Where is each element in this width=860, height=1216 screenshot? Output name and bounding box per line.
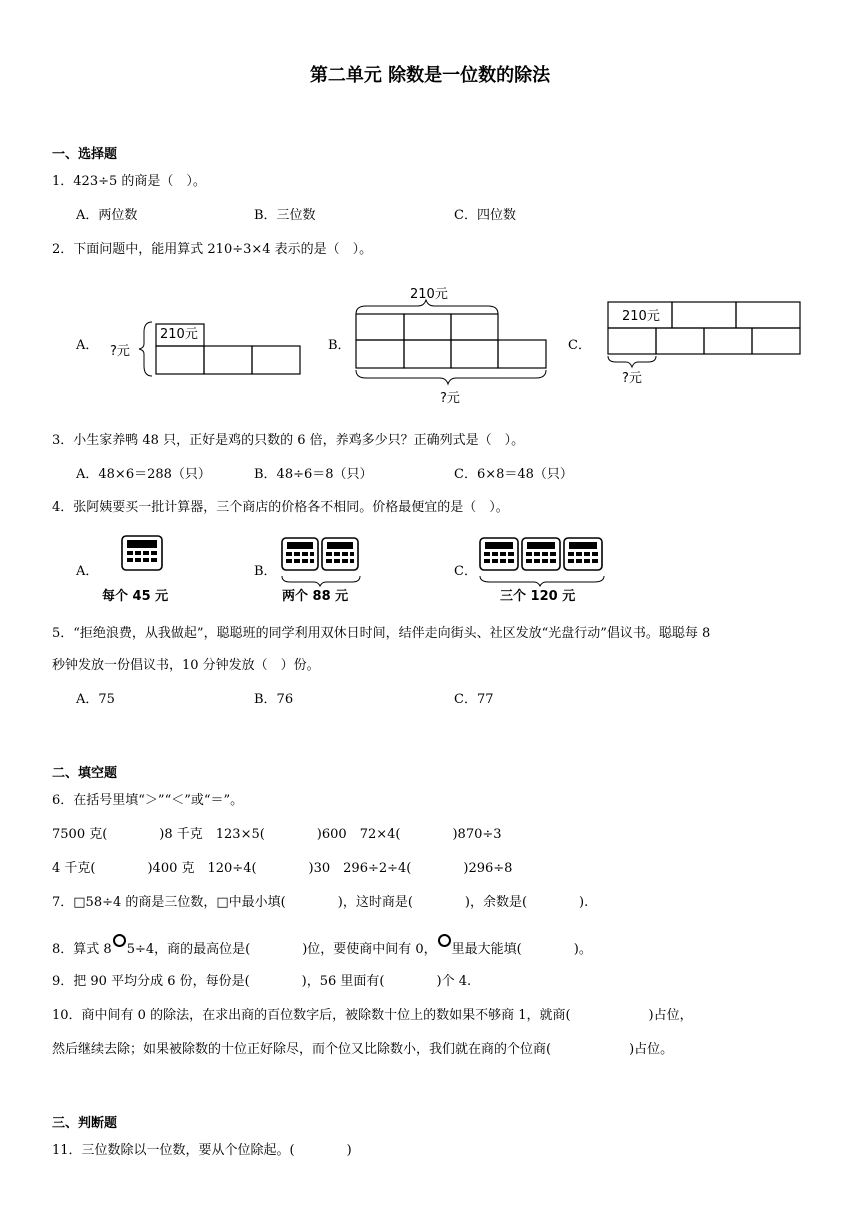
page-title: 第二单元 除数是一位数的除法 [309,65,551,86]
q6-stem: 6．在括号里填“＞”“＜”或“＝”。 [52,793,244,808]
q2-figure-c-top-label: 210元 [622,309,660,324]
q8-part2: 5÷4，商的最高位是( )位，要使商中间有 0， [126,942,437,957]
q3-stem: 3．小生家养鸭 48 只，正好是鸡的只数的 6 倍，养鸡多少只？正确列式是（ ）。 [52,433,525,448]
q7-text: 7．□58÷4 的商是三位数，□中最小填( )，这时商是( )，余数是( ). [52,895,589,910]
q2-figure-c [604,298,804,390]
section-heading-fill: 二、填空题 [52,766,118,781]
q2-figure-b-bottom-label: ?元 [440,391,460,406]
calculator-icon-group-c [476,532,610,606]
q8-part1: 8．算式 8 [52,942,112,957]
section-heading-judge: 三、判断题 [52,1116,118,1131]
q8-part3: 里最大能填( )。 [451,942,592,957]
q3-option-c: C．6×8＝48（只） [454,467,573,482]
section-heading-choice: 一、选择题 [52,147,118,162]
q4-caption-c: 三个 120 元 [500,589,576,604]
q4-stem: 4．张阿姨要买一批计算器，三个商店的价格各不相同。价格最便宜的是（ ）。 [52,500,509,515]
q1-stem: 1．423÷5 的商是（ ）。 [52,174,206,189]
q2-figure-a [108,318,304,382]
q1-option-b: B．三位数 [254,208,316,223]
q1-option-c: C．四位数 [454,208,516,223]
q2-figure-a-side-label: ?元 [110,344,130,359]
calculator-icon-group-b [278,534,368,606]
calculator-icon-group-a [100,534,184,606]
q2-figure-b [352,282,552,406]
q5-line1: 5．“拒绝浪费，从我做起”，聪聪班的同学利用双休日时间，结伴走向街头、社区发放“光盘行动”倡议书。聪聪每 8 [52,626,711,641]
q11-text: 11．三位数除以一位数，要从个位除起。( ) [52,1143,352,1158]
q2-option-a-label: A． [76,338,99,353]
q2-option-b-label: B． [328,338,351,353]
q2-figure-b-top-label: 210元 [410,287,448,302]
q5-line2: 秒钟发放一份倡议书，10 分钟发放（ ）份。 [52,658,320,673]
q2-option-c-label: C． [568,338,591,353]
q2-stem: 2．下面问题中，能用算式 210÷3×4 表示的是（ ）。 [52,242,373,257]
q4-option-c-label: C． [454,564,477,579]
q5-option-b: B．76 [254,692,294,707]
q8-line [52,934,592,959]
q10-line2: 然后继续去除；如果被除数的十位正好除尽，而个位又比除数小，我们就在商的个位商( )占位。 [52,1042,674,1057]
blank-circle-icon [438,934,451,947]
q2-figure-c-bottom-label: ?元 [622,371,642,386]
q10-line1: 10．商中间有 0 的除法，在求出商的百位数字后，被除数十位上的数如果不够商 1，就商( )占位， [52,1008,693,1023]
q4-option-b-label: B． [254,564,277,579]
q6-row1: 7500 克( )8 千克 123×5( )600 72×4( )870÷3 [52,827,502,842]
q9-text: 9．把 90 平均分成 6 份，每份是( )，56 里面有( )个 4. [52,974,472,989]
q4-caption-b: 两个 88 元 [282,589,349,604]
blank-circle-icon [113,934,126,947]
q2-figure-a-top-label: 210元 [160,327,198,342]
q5-option-c: C．77 [454,692,494,707]
q3-option-a: A．48×6＝288（只） [76,467,211,482]
q1-option-a: A．两位数 [76,208,138,223]
q4-caption-a: 每个 45 元 [102,589,169,604]
q4-option-a-label: A． [76,564,99,579]
q6-row2: 4 千克( )400 克 120÷4( )30 296÷2÷4( )296÷8 [52,861,513,876]
q3-option-b: B．48÷6＝8（只） [254,467,373,482]
q5-option-a: A．75 [76,692,115,707]
